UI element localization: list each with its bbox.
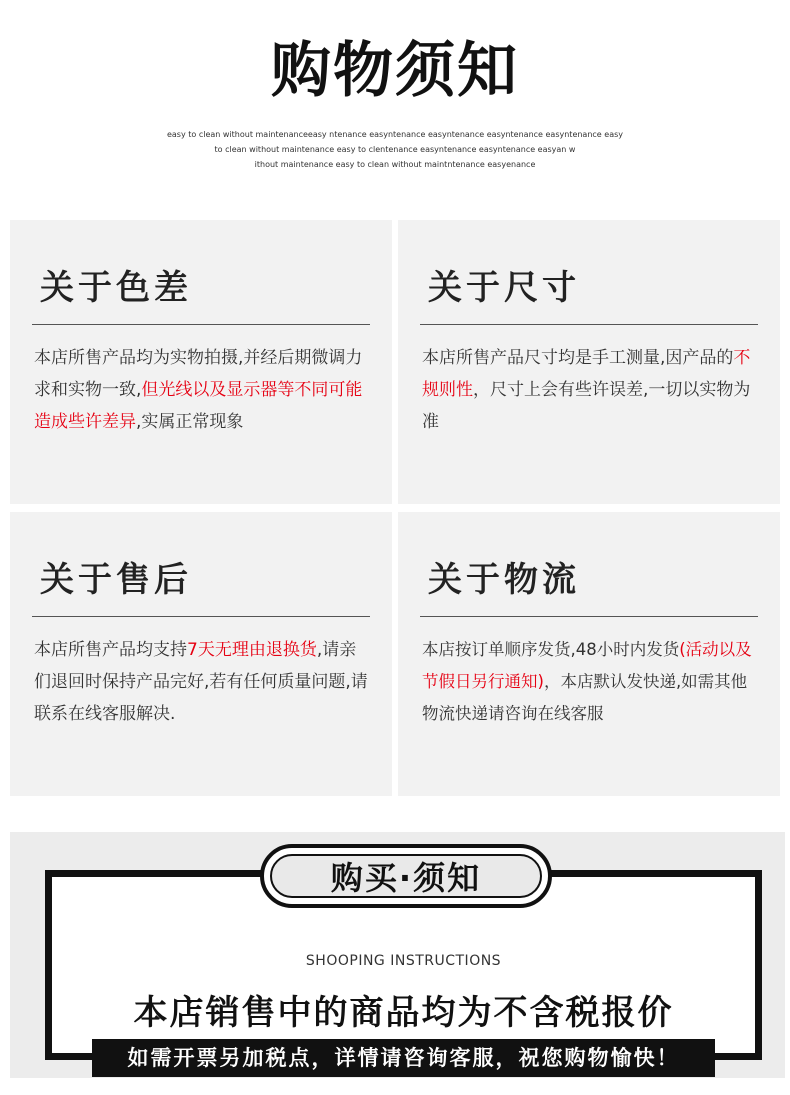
body-text: 本店所售产品均为实物拍摄,并经后期微调力求和实物一致, — [34, 348, 363, 400]
divider — [420, 324, 758, 325]
highlight-text: 7天无理由退换货 — [187, 640, 317, 660]
card-after-sale — [10, 512, 392, 796]
highlight-text: 不规则性 — [422, 348, 751, 400]
card-logistics — [398, 512, 780, 796]
divider — [420, 616, 758, 617]
body-text: ,请亲们退回时保持产品完好,若有任何质量问题,请联系在线客服解决. — [34, 640, 368, 724]
card-size — [398, 220, 780, 504]
body-text: 本店所售产品均支持 — [34, 640, 187, 660]
body-text: ，本店默认发快递,如需其他物流快递请咨询在线客服 — [422, 672, 748, 723]
card-title: 关于尺寸 — [428, 268, 580, 308]
divider — [32, 324, 370, 325]
card-title: 关于色差 — [40, 268, 192, 308]
notice-subtitle: SHOOPING INSTRUCTIONS — [305, 953, 502, 969]
card-body — [422, 342, 760, 438]
card-title: 关于物流 — [428, 560, 580, 600]
body-text: ，尺寸上会有些许误差,一切以实物为准 — [422, 380, 751, 432]
card-body — [34, 342, 372, 438]
card-title: 关于售后 — [40, 560, 192, 600]
card-color-difference — [10, 220, 392, 504]
notice-badge-label: 购买·须知 — [270, 854, 542, 898]
notice-main-text: 本店销售中的商品均为不含税报价 — [133, 993, 674, 1033]
body-text: ,实属正常现象 — [136, 412, 244, 432]
decorative-subtitle — [0, 127, 790, 172]
card-body — [422, 634, 760, 730]
body-text: 本店所售产品尺寸均是手工测量,因产品的 — [422, 348, 734, 368]
body-text: 本店按订单顺序发货,48小时内发货 — [422, 640, 680, 659]
highlight-text: (活动以及节假日另行通知) — [422, 640, 752, 691]
subtitle-line: easy to clean without maintenanceeasy ntenance easyntenance easyntenance easyntenance easyntenance easy — [166, 130, 623, 139]
card-body — [34, 634, 372, 730]
subtitle-line: ithout maintenance easy to clean without maintntenance easyenance — [254, 160, 536, 169]
subtitle-line: to clean without maintenance easy to clentenance easyntenance easyntenance easyan w — [214, 145, 576, 154]
notice-bar: 如需开票另加税点，详情请咨询客服，祝您购物愉快！ — [92, 1039, 715, 1077]
highlight-text: 但光线以及显示器等不同可能造成些许差异 — [34, 380, 363, 432]
notice-badge — [260, 844, 552, 908]
purchase-notice — [10, 832, 785, 1078]
divider — [32, 616, 370, 617]
page-title: 购物须知 — [271, 36, 519, 106]
